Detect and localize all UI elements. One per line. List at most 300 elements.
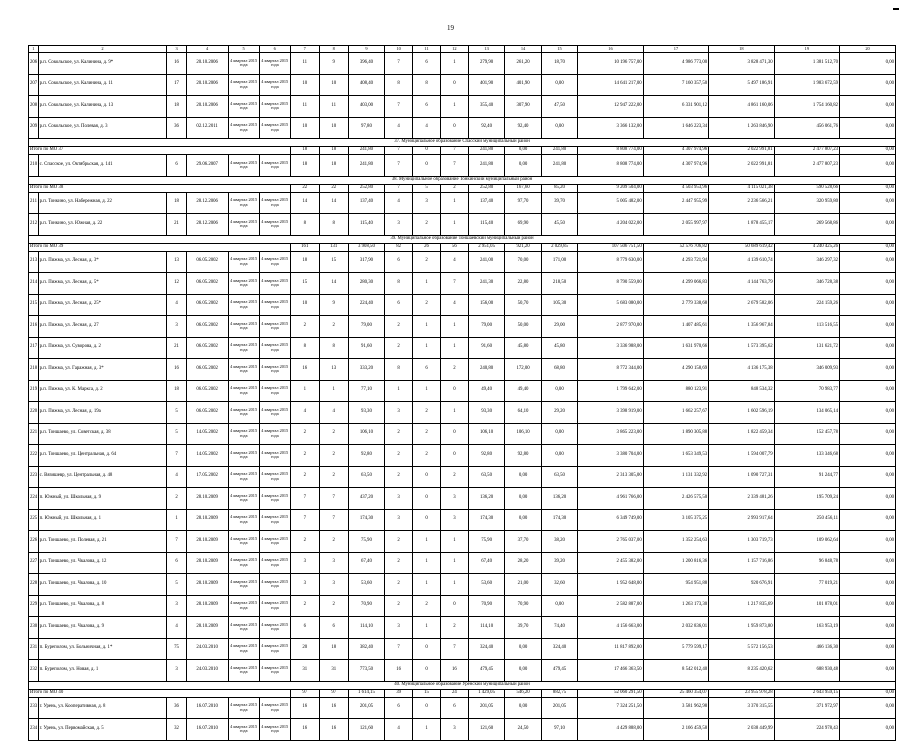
table-cell: 1 356 967,84 [709,316,774,338]
table-cell: 4 квартал 2015 года [228,74,259,96]
table-cell: 64,10 [505,402,541,424]
table-cell: 240,80 [468,359,504,381]
table-cell: 4 квартал 2015 года [228,509,259,531]
table-cell: 279,90 [468,53,504,75]
table-cell: 1 303 719,73 [709,531,774,553]
table-row [29,445,896,467]
table-cell: 31 [290,660,319,682]
table-cell: 97 [319,689,348,697]
table-cell: 401,90 [505,74,541,96]
table-cell: 14 [290,192,319,214]
table-cell: 8 [385,359,413,381]
table-cell: 3 [290,574,319,596]
table-cell: 0,00 [840,595,896,617]
column-number: 19 [774,46,839,53]
corner-mark [893,8,899,10]
table-cell: 4 307 974,96 [643,155,708,177]
table-cell: 479,45 [541,660,577,682]
table-cell: 307,90 [505,96,541,118]
table-cell: 91,60 [348,337,384,359]
table-cell: 06.05.2002 [186,402,228,424]
table-cell: 10 [319,117,348,139]
table-cell: 2 [319,316,348,338]
table-cell: 29.06.2007 [186,155,228,177]
table-cell: 6 [413,53,441,75]
table-cell: 92,80 [468,445,504,467]
table-cell: 1 959 873,80 [709,617,774,639]
table-cell: 688 930,48 [774,660,839,682]
table-cell: 8 808 774,00 [578,147,643,155]
table-cell: 212 [29,214,39,236]
table-cell: 4 квартал 2015 года [259,316,290,338]
table-cell: 8 542 012,40 [643,660,708,682]
column-number: 6 [259,46,290,53]
table-cell: 2 [290,423,319,445]
table-cell: 921,20 [505,243,541,251]
table-cell: 4 квартал 2015 года [259,402,290,424]
address-cell: р.п. Пижма, ул. Лесная, д. 3* [38,251,167,273]
table-cell: 0 [413,466,441,488]
table-cell: 24 [440,689,468,697]
table-cell: 0,00 [505,488,541,510]
table-cell: 201,05 [468,697,504,719]
table-cell: 06.05.2002 [186,294,228,316]
section-heading: 38. Муниципальное образование Тонкинский муниципальный район [29,176,896,184]
table-cell: 437,20 [348,488,384,510]
table-cell: 50,00 [505,316,541,338]
table-cell: 14.05.2002 [186,445,228,467]
table-cell: 3 [319,574,348,596]
table-cell: 8 [385,273,413,295]
table-cell: 4 квартал 2015 года [228,214,259,236]
table-cell: 0,00 [840,316,896,338]
table-cell: 4 503 953,96 [643,184,708,192]
table-cell: 1 754 160,82 [774,96,839,118]
table-cell: 52 576 706,82 [643,243,708,251]
table-cell: 4 квартал 2015 года [259,595,290,617]
section-heading-row [29,681,896,689]
table-cell: 5 [167,402,186,424]
table-row [29,316,896,338]
table-cell: 97,70 [505,192,541,214]
table-cell: 31 [319,660,348,682]
table-cell: 49,40 [468,380,504,402]
table-cell: 131 621,72 [774,337,839,359]
table-cell: 7 [440,155,468,177]
table-cell: 45,80 [505,337,541,359]
address-cell: р.п. Тоншаево, ул. Чкалова, д. 8 [38,595,167,617]
table-cell: 92,40 [505,117,541,139]
table-cell: 45,80 [541,337,577,359]
table-cell: 201,05 [348,697,384,719]
table-cell: 954 951,88 [643,574,708,596]
table-cell: 252,80 [348,184,384,192]
column-number: 7 [290,46,319,53]
table-cell: 22 [290,184,319,192]
table-cell: 12 [167,273,186,295]
subtotal-row [29,184,896,192]
table-cell: 16 [319,719,348,741]
table-cell: 6 [385,697,413,719]
table-cell: 0,00 [840,509,896,531]
table-cell: 1 407 485,61 [643,316,708,338]
table-cell: 2 477 807,23 [774,147,839,155]
table-cell: 2 236 566,21 [709,192,774,214]
table-cell: 0,00 [505,155,541,177]
table-cell: 1 090 727,31 [709,466,774,488]
table-cell: 8 235 420,62 [709,660,774,682]
table-cell: 5 [167,574,186,596]
table-cell: 4 квартал 2015 года [228,466,259,488]
table-cell: 346 297,32 [774,251,839,273]
table-cell: 3 [413,192,441,214]
table-cell: 92,80 [505,445,541,467]
table-row [29,117,896,139]
table-cell: 231 [29,638,39,660]
table-cell: 4 квартал 2015 года [228,719,259,741]
table-cell: 241,80 [541,147,577,155]
table-cell: 105,30 [541,294,577,316]
address-cell: р.п. Сокольское, ул. Калинина, д. 9* [38,53,167,75]
table-cell: 4 квартал 2015 года [228,192,259,214]
table-cell: 2 [385,445,413,467]
table-cell: 4 квартал 2015 года [259,638,290,660]
table-cell: 211 [29,192,39,214]
table-cell: 2 [385,316,413,338]
table-cell: 0,00 [840,445,896,467]
column-number: 14 [505,46,541,53]
table-cell: 39,20 [541,552,577,574]
table-cell: 5 683 080,00 [578,294,643,316]
table-cell: 4 [385,719,413,741]
table-cell: 93,30 [468,402,504,424]
table-cell: 17 [167,74,186,96]
table-cell: 3 370 315,55 [709,697,774,719]
table-cell: 4 квартал 2015 года [228,380,259,402]
table-cell: 11 817 892,00 [578,638,643,660]
table-cell: 4 квартал 2015 года [228,155,259,177]
table-cell: 47,50 [541,96,577,118]
table-cell: 2 022 991,81 [709,155,774,177]
column-number: 20 [840,46,896,53]
table-cell: 4 240 425,26 [774,243,839,251]
table-cell: 1 [413,552,441,574]
table-cell: 13 [167,251,186,273]
table-cell: 2 765 037,00 [578,531,643,553]
table-cell: 28.10.2009 [186,595,228,617]
table-cell: 18 [290,155,319,177]
table-cell: 3 [167,316,186,338]
table-cell: 0,00 [840,273,896,295]
table-cell: 2 339 481,26 [709,488,774,510]
table-cell: 3 581 962,98 [643,697,708,719]
address-cell: р.п. Пижма, ул. Лесная, д. 5* [38,273,167,295]
table-cell: 1 381 512,70 [774,53,839,75]
table-cell: 882,75 [541,689,577,697]
table-cell: 4 204 022,00 [578,214,643,236]
table-cell: 241,00 [468,251,504,273]
table-cell: 219 [29,380,39,402]
address-cell: п. Буреполом, ул. Новая, д. 1 [38,660,167,682]
table-cell: 0,00 [505,509,541,531]
table-cell: 16 [290,359,319,381]
table-cell: 0,00 [840,243,896,251]
table-cell: 4 квартал 2015 года [259,359,290,381]
table-cell: 4 [440,251,468,273]
table-cell: 7 [319,509,348,531]
table-cell: 401,90 [468,74,504,96]
table-cell: 18 [319,147,348,155]
table-cell: 11 [290,96,319,118]
table-cell: 20.10.2006 [186,96,228,118]
table-cell: 24,50 [505,719,541,741]
table-cell: 2 679 582,06 [709,294,774,316]
table-row [29,660,896,682]
table-cell: 8 779 630,00 [578,251,643,273]
table-cell: 14 [319,273,348,295]
table-cell: 15 [290,273,319,295]
table-cell: 3 [385,214,413,236]
table-cell: 1 [440,337,468,359]
table-cell: 93,30 [348,402,384,424]
table-cell: 5 779 599,17 [643,638,708,660]
table-cell: 218 [29,359,39,381]
table-cell: 0,00 [840,147,896,155]
table-cell: 0 [440,595,468,617]
table-cell: 2 477 807,23 [774,155,839,177]
table-cell: 1 [413,273,441,295]
table-cell: 408,40 [348,74,384,96]
table-cell: 53,60 [348,574,384,596]
table-cell: 1 217 835,69 [709,595,774,617]
table-cell: 29,20 [541,402,577,424]
address-cell: р.п. Тоншаево, ул. Чкалова, д. 9 [38,617,167,639]
table-cell: 6 349 749,00 [578,509,643,531]
table-cell: 52 060 291,50 [578,689,643,697]
table-cell: 32 [167,719,186,741]
table-cell: 2 [290,445,319,467]
table-cell: 50 689 619,42 [709,243,774,251]
table-cell: 1 [413,531,441,553]
table-cell: 4 квартал 2015 года [259,273,290,295]
table-cell: 201,05 [541,697,577,719]
table-cell: 4 квартал 2015 года [228,117,259,139]
table-cell: 171,00 [541,251,577,273]
table-cell: 403,00 [348,96,384,118]
column-number: 10 [385,46,413,53]
table-cell: 0 [413,697,441,719]
table-cell: 114,10 [348,617,384,639]
table-cell: 8 790 559,00 [578,273,643,295]
table-cell: 3 336 988,00 [578,337,643,359]
table-cell: 20 [290,638,319,660]
table-cell: 9 [319,53,348,75]
table-cell: 14 641 217,00 [578,74,643,96]
table-row [29,552,896,574]
table-row [29,719,896,741]
table-cell: 15 [319,251,348,273]
table-cell: 37,70 [505,531,541,553]
table-cell: 280,30 [348,273,384,295]
table-cell: 0,00 [505,147,541,155]
table-cell: 68,80 [541,359,577,381]
table-cell: 4 [167,466,186,488]
table-cell: 0,00 [840,689,896,697]
table-cell: 4 квартал 2015 года [228,488,259,510]
table-cell: 3 [385,509,413,531]
table-cell: 115,40 [468,214,504,236]
table-row [29,155,896,177]
table-cell: 241,80 [348,155,384,177]
table-cell: 0 [413,147,441,155]
table-row [29,380,896,402]
table-cell: 97 [290,689,319,697]
table-cell: 1 653 349,53 [643,445,708,467]
table-cell: 3 366 132,00 [578,117,643,139]
table-cell: 1 [290,380,319,402]
table-cell: 4 квартал 2015 года [259,96,290,118]
table-cell: 67,40 [468,552,504,574]
table-cell: 2 [385,466,413,488]
table-cell: 21 [167,337,186,359]
table-cell: 355,40 [468,96,504,118]
table-cell: 221 [29,423,39,445]
table-cell: 7 [290,488,319,510]
table-cell: 121,60 [348,719,384,741]
table-cell: 2 [319,466,348,488]
table-cell: 1 646 223,34 [643,117,708,139]
table-cell: 4 115 021,38 [709,184,774,192]
table-cell: 4 139 610,74 [709,251,774,273]
table-cell: 4 квартал 2015 года [228,552,259,574]
subtotal-label: Итого по МО 37 [29,147,291,155]
table-cell: 396,40 [348,53,384,75]
section-heading: 39. Муниципальное образование Тоншаевский муниципальный район [29,235,896,243]
table-cell: 20.10.2006 [186,53,228,75]
table-cell: 1 [440,402,468,424]
table-cell: 3 380 704,00 [578,445,643,467]
housing-program-table [28,45,896,741]
column-number: 13 [468,46,504,53]
table-cell: 136,20 [541,488,577,510]
table-cell: 0,00 [840,53,896,75]
table-cell: 210 [29,155,39,177]
table-cell: 4 квартал 2015 года [259,155,290,177]
table-cell: 0 [413,638,441,660]
table-cell: 0,00 [840,638,896,660]
address-cell: р.п. Тоншаево, ул. Центральная, д. 64 [38,445,167,467]
table-cell: 10 [290,294,319,316]
table-cell: 3 [440,509,468,531]
table-cell: 2 [440,359,468,381]
table-cell: 2 [413,445,441,467]
table-cell: 56 [440,243,468,251]
table-cell: 241,80 [468,147,504,155]
table-cell: 317,90 [348,251,384,273]
address-cell: п. Буреполом, ул. Больничная, д. 1* [38,638,167,660]
table-cell: 2 055 997,97 [643,214,708,236]
table-cell: 39,70 [505,617,541,639]
table-cell: 4 [290,402,319,424]
table-cell: 28.12.2006 [186,214,228,236]
table-cell: 8 [319,337,348,359]
address-cell: р.п. Пижма, ул. Гаражная, д. 3* [38,359,167,381]
table-cell: 2 993 917,64 [709,509,774,531]
table-cell: 25 460 354,07 [643,689,708,697]
table-cell: 8 [385,74,413,96]
table-row [29,214,896,236]
table-cell: 22,80 [505,273,541,295]
table-cell: 50,70 [505,294,541,316]
table-cell: 2 877 970,00 [578,316,643,338]
table-cell: 4 квартал 2015 года [259,53,290,75]
address-cell: р.п. Пижма, ул. Лесная, д. 25* [38,294,167,316]
table-cell: 2 [413,294,441,316]
table-cell: 6 [167,155,186,177]
table-cell: 241,80 [468,155,504,177]
table-cell: 0,00 [840,697,896,719]
address-cell: р.п. Тонкино, ул. Южная, д. 22 [38,214,167,236]
table-cell: 1 890 305,88 [643,423,708,445]
table-row [29,359,896,381]
table-cell: 0,00 [541,445,577,467]
address-cell: р.п. Пижма, ул. Лесная, д. 27 [38,316,167,338]
table-cell: 1 [413,719,441,741]
table-cell: 0 [413,488,441,510]
table-cell: 226 [29,531,39,553]
table-cell: 2 [290,595,319,617]
address-cell: г. Урень, ул. Первомайская, д. 5 [38,719,167,741]
table-cell: 0 [440,74,468,96]
table-cell: 75,90 [348,531,384,553]
table-cell: 1 157 716,86 [709,552,774,574]
table-cell: 36 [167,117,186,139]
table-cell: 224 159,26 [774,294,839,316]
table-cell: 12 947 222,00 [578,96,643,118]
table-cell: 1 [413,316,441,338]
table-cell: 4 квартал 2015 года [259,697,290,719]
table-cell: 20.10.2006 [186,74,228,96]
table-cell: 1 [440,316,468,338]
table-cell: 209 [29,117,39,139]
table-cell: 77,10 [348,380,384,402]
table-cell: 28.10.2009 [186,552,228,574]
table-cell: 3 828 471,30 [709,53,774,75]
table-cell: 77 019,21 [774,574,839,596]
table-cell: 14.05.2002 [186,423,228,445]
table-cell: 5 [413,184,441,192]
table-cell: 2 [440,617,468,639]
table-cell: 2 [385,574,413,596]
page-number: 19 [447,24,454,32]
table-cell: 2 032 836,01 [643,617,708,639]
table-cell: 7 [440,638,468,660]
table-cell: 18 [167,380,186,402]
column-number: 2 [38,46,167,53]
table-cell: 92,40 [468,117,504,139]
table-cell: 1 594 007,79 [709,445,774,467]
table-cell: 371 972,97 [774,697,839,719]
table-cell: 28,20 [505,552,541,574]
table-cell: 0,00 [840,660,896,682]
table-cell: 131 [319,243,348,251]
table-cell: 32,60 [541,574,577,596]
table-cell: 6 [385,294,413,316]
table-cell: 4 [413,117,441,139]
table-cell: 1 263 173,30 [643,595,708,617]
table-cell: 70,90 [468,595,504,617]
table-cell: 8 [290,214,319,236]
